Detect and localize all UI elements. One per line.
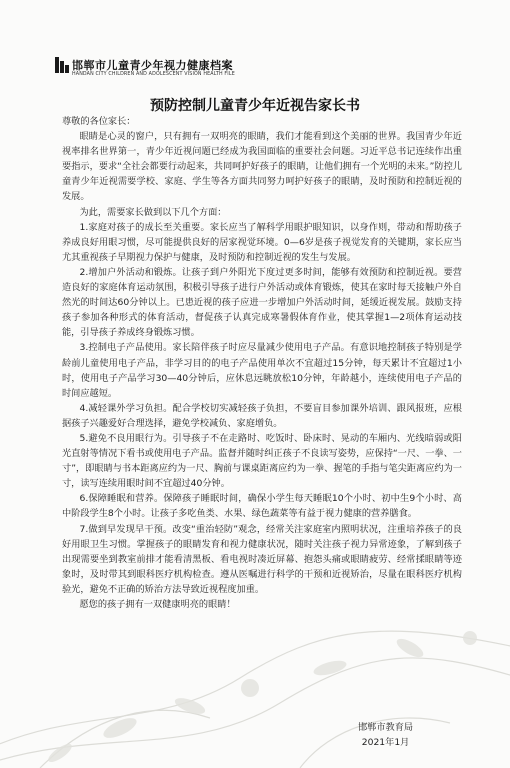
greeting: 尊敬的各位家长： [62,116,136,127]
paragraph-item-2: 2.增加户外活动和锻炼。让孩子到户外阳光下度过更多时间，能够有效预防和控制近视。要营造良好的家庭体育运动氛围，积极引导孩子进行户外活动或体育锻炼，使其在家时每天接触户外自然光的时间达60分钟以上。已患近视的孩子应进一步增加户外活动时间，延缓近视发展。鼓励支持孩子参加各种形式的体育活动，督促孩子认真完成寒暑假体育作业，使其掌握1—2项体育运动技能，引导孩子养成终身锻炼习惯。 [62,266,462,339]
brand-name-cn: 邯郸市儿童青少年视力健康档案 [72,59,233,72]
letter-header [54,56,454,86]
paragraph-item-3: 3.控制电子产品使用。家长陪伴孩子时应尽量减少使用电子产品。有意识地控制孩子特别是学龄前儿童使用电子产品，非学习目的的电子产品使用单次不宜超过15分钟，每天累计不宜超过1小时，使用电子产品学习30—40分钟后，应休息远眺放松10分钟，年龄越小，连续使用电子产品的时间应越短。 [62,342,462,399]
paragraph-item-1: 1.家庭对孩子的成长至关重要。家长应当了解科学用眼护眼知识，以身作则，带动和帮助孩子养成良好用眼习惯，尽可能提供良好的居家视觉环境。0—6岁是孩子视觉发育的关键期，家长应当尤其重视孩子早期视力保护与健康，及时预防和控制近视的发生与发展。 [62,221,462,263]
paragraph-intro: 眼睛是心灵的窗户，只有拥有一双明亮的眼睛，我们才能看到这个美丽的世界。我国青少年近视率排名世界第一，青少年近视问题已经成为我国面临的重要社会问题。习近平总书记连续作出重要指示，要求“全社会都要行动起来，共同呵护好孩子的眼睛，让他们拥有一个光明的未来。”防控儿童青少年近视需要学校、家庭、学生等各方面共同努力呵护好孩子的眼睛，及时预防和控制近视的发展。 [62,131,462,203]
signature-date: 2021年1月 [361,737,410,748]
paragraph-item-5: 5.避免不良用眼行为。引导孩子不在走路时、吃饭时、卧床时、晃动的车厢内、光线暗弱或阳光直射等情况下看书或使用电子产品。监督并随时纠正孩子不良读写姿势，应保持“一尺、一拳、一寸”，即眼睛与书本距离应约为一尺、胸前与课桌距离应约为一拳、握笔的手指与笔尖距离应约为一寸，读写连续用眼时间不宜超过40分钟。 [62,432,462,490]
page-title: 预防控制儿童青少年近视告家长书 [150,98,360,114]
signature-block [358,720,413,750]
paragraph-lead: 为此，需要家长做到以下几个方面： [79,206,227,218]
paragraph-item-4: 4.减轻课外学习负担。配合学校切实减轻孩子负担，不要盲目参加课外培训、跟风报班，应根据孩子兴趣爱好合理选择，避免学校减负、家庭增负。 [62,402,462,429]
signature-org: 邯郸市教育局 [358,722,414,733]
paragraph-item-6: 6.保障睡眠和营养。保障孩子睡眠时间，确保小学生每天睡眠10个小时、初中生9个小时、高中阶段学生8个小时。让孩子多吃鱼类、水果、绿色蔬菜等有益于视力健康的营养膳食。 [62,493,462,520]
eye-logo-icon [54,56,70,74]
letter-body [62,114,462,612]
brand-name-en: HANDAN CITY CHILDREN AND ADOLESCENT VISION HEALTH FILE [72,72,235,77]
paragraph-item-7: 7.做到早发现早干预。改变“重治轻防”观念，经常关注家庭室内照明状况，注重培养孩子的良好用眼卫生习惯。掌握孩子的眼睛发育和视力健康状况，随时关注孩子视力异常迹象，了解到孩子出现需要坐到教室前排才能看清黑板、看电视时凑近屏幕、抱怨头痛或眼睛疲劳、经常揉眼睛等迹象时，及时带其到眼科医疗机构检查。遵从医嘱进行科学的干预和近视矫治，尽量在眼科医疗机构验光，避免不正确的矫治方法导致近视程度加重。 [62,523,462,595]
paragraph-closing: 愿您的孩子拥有一双健康明亮的眼睛！ [79,599,236,610]
